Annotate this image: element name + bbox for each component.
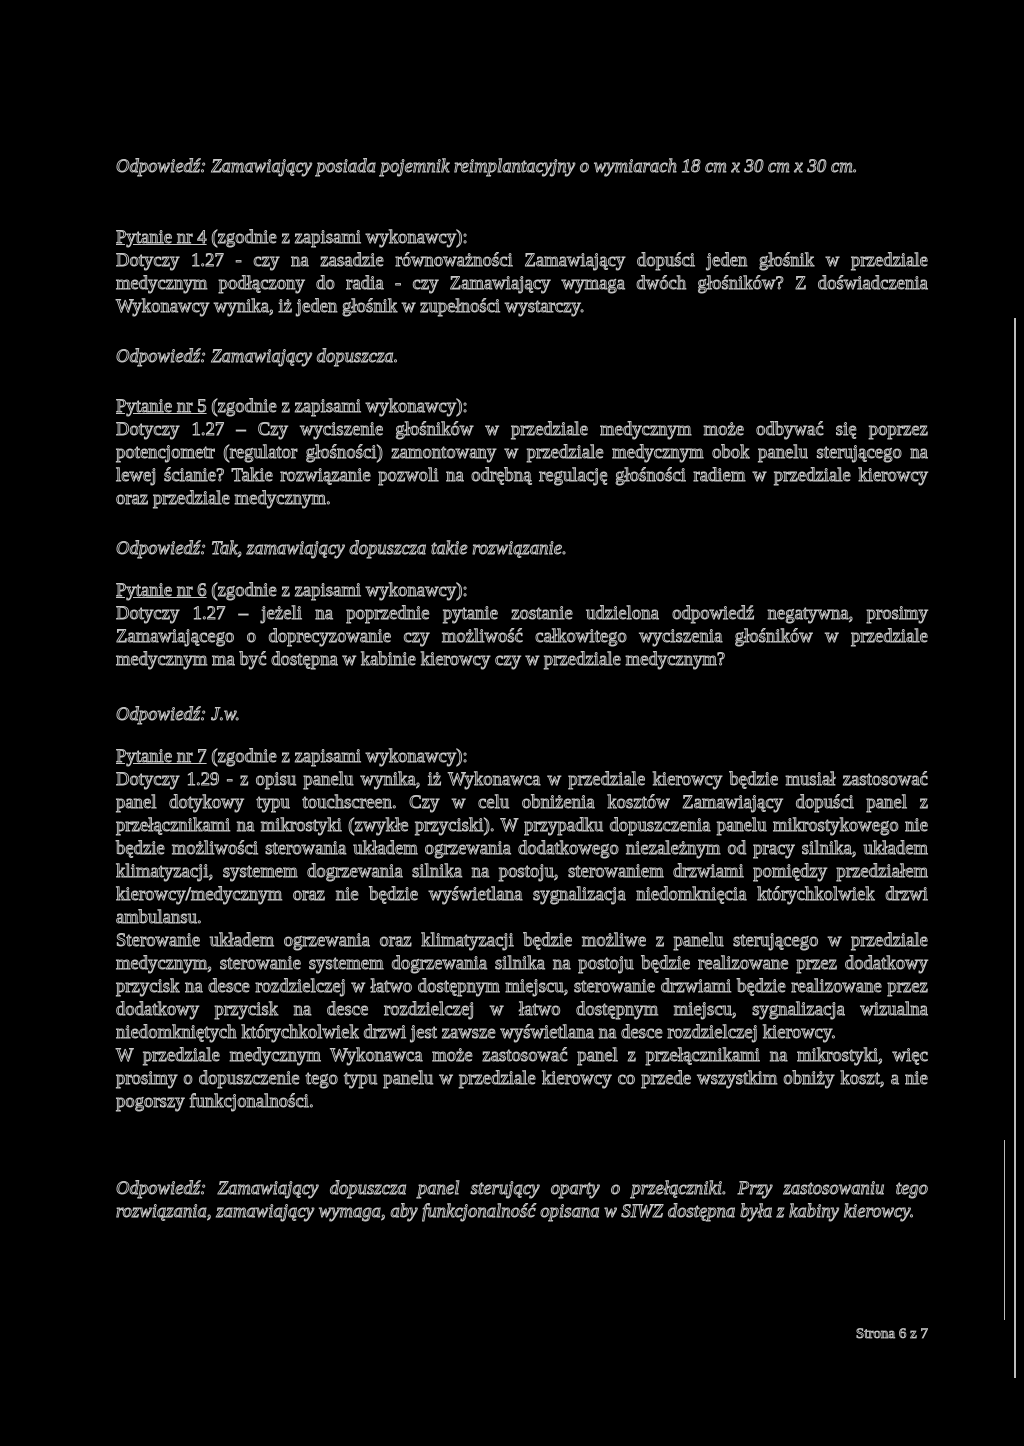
question-5-heading (116, 396, 928, 419)
answer-7 (116, 1178, 928, 1224)
question-7-paragraph-3: W przedziale medycznym Wykonawca może zastosować panel z przełącznikami na mikrostyki, więc prosimy o dopuszczenie tego typu panelu w przedziale kierowcy co przede wszystkim obniży koszt, a nie pogorszy funkcjonalności. (116, 1046, 928, 1112)
question-5-suffix: (zgodnie z zapisami wykonawcy): (206, 397, 468, 417)
answer-3-text: Odpowiedź: Zamawiający posiada pojemnik reimplantacyjny o wymiarach 18 cm x 30 cm x 30 cm. (116, 157, 858, 177)
question-7 (116, 746, 928, 1114)
answer-5 (116, 538, 928, 561)
answer-4 (116, 346, 928, 369)
question-6-body: Dotyczy 1.27 – jeżeli na poprzednie pytanie zostanie udzielona odpowiedź negatywna, prosimy Zamawiającego o doprecyzowanie czy możliwość całkowitego wyciszenia głośników w przedziale medycznym ma być dostępna w kabinie kierowcy czy w przedziale medycznym? (116, 604, 928, 670)
answer-5-text: Odpowiedź: Tak, zamawiający dopuszcza takie rozwiązanie. (116, 539, 567, 559)
answer-4-text: Odpowiedź: Zamawiający dopuszcza. (116, 347, 399, 367)
question-6-label: Pytanie nr 6 (116, 581, 207, 601)
page-number: Strona 6 z 7 (855, 1326, 928, 1342)
question-5 (116, 396, 928, 511)
question-4-label: Pytanie nr 4 (116, 228, 207, 248)
right-margin-line-2 (1004, 1140, 1005, 1320)
question-4 (116, 227, 928, 319)
answer-3 (116, 156, 928, 179)
question-6-heading (116, 580, 928, 603)
question-4-heading (116, 227, 928, 250)
question-4-body: Dotyczy 1.27 - czy na zasadzie równoważności Zamawiający dopuści jeden głośnik w przedziale medycznym podłączony do radia - czy Zamawiający wymaga dwóch głośników? Z doświadczenia Wykonawcy wynika, iż jeden głośnik w zupełności wystarczy. (116, 251, 928, 317)
answer-6-text: Odpowiedź: J.w. (116, 705, 240, 725)
question-7-paragraph-1: Dotyczy 1.29 - z opisu panelu wynika, iż Wykonawca w przedziale kierowcy będzie musiał zastosować panel dotykowy typu touchscreen. Czy w celu obniżenia kosztów Zamawiający dopuści panel z przełącznikami na mikrostyki (zwykłe przyciski). W przypadku dopuszczenia panelu mikrostykowego nie będzie możliwości sterowania układem ogrzewania dodatkowego niezależnym od pracy silnika, układem klimatyzacji, systemem dogrzewania silnika na postoju, sterowaniem drzwiami pomiędzy przedziałem kierowcy/medycznym oraz nie będzie wyświetlana sygnalizacja niedomknięcia którychkolwiek drzwi ambulansu. (116, 770, 928, 928)
answer-6 (116, 704, 928, 727)
question-6-suffix: (zgodnie z zapisami wykonawcy): (206, 581, 468, 601)
question-7-heading (116, 746, 928, 769)
question-7-label: Pytanie nr 7 (116, 747, 207, 767)
question-5-body: Dotyczy 1.27 – Czy wyciszenie głośników w przedziale medycznym może odbywać się poprzez potencjometr (regulator głośności) zamontowany w przedziale medycznym obok panelu sterującego na lewej ścianie? Takie rozwiązanie pozwoli na odrębną regulację głośności radiem w przedziale kierowcy oraz przedziale medycznym. (116, 420, 928, 509)
question-7-suffix: (zgodnie z zapisami wykonawcy): (206, 747, 468, 767)
question-6 (116, 580, 928, 672)
question-4-suffix: (zgodnie z zapisami wykonawcy): (206, 228, 468, 248)
right-margin-line (1014, 318, 1016, 1378)
question-5-label: Pytanie nr 5 (116, 397, 207, 417)
question-7-paragraph-2: Sterowanie układem ogrzewania oraz klimatyzacji będzie możliwe z panelu sterującego w przedziale medycznym, sterowanie systemem dogrzewania silnika na postoju będzie realizowane przez dodatkowy przycisk na desce rozdzielczej w łatwo dostępnym miejscu, sterowanie drzwiami będzie realizowane przez dodatkowy przycisk na desce rozdzielczej w łatwo dostępnym miejscu, sygnalizacja wizualna niedomkniętych którychkolwiek drzwi jest zawsze wyświetlana na desce rozdzielczej kierowcy. (116, 931, 928, 1043)
answer-7-text: Odpowiedź: Zamawiający dopuszcza panel sterujący oparty o przełączniki. Przy zastosowaniu tego rozwiązania, zamawiający wymaga, aby funkcjonalność opisana w SIWZ dostępna była z kabiny kierowcy. (116, 1179, 928, 1222)
